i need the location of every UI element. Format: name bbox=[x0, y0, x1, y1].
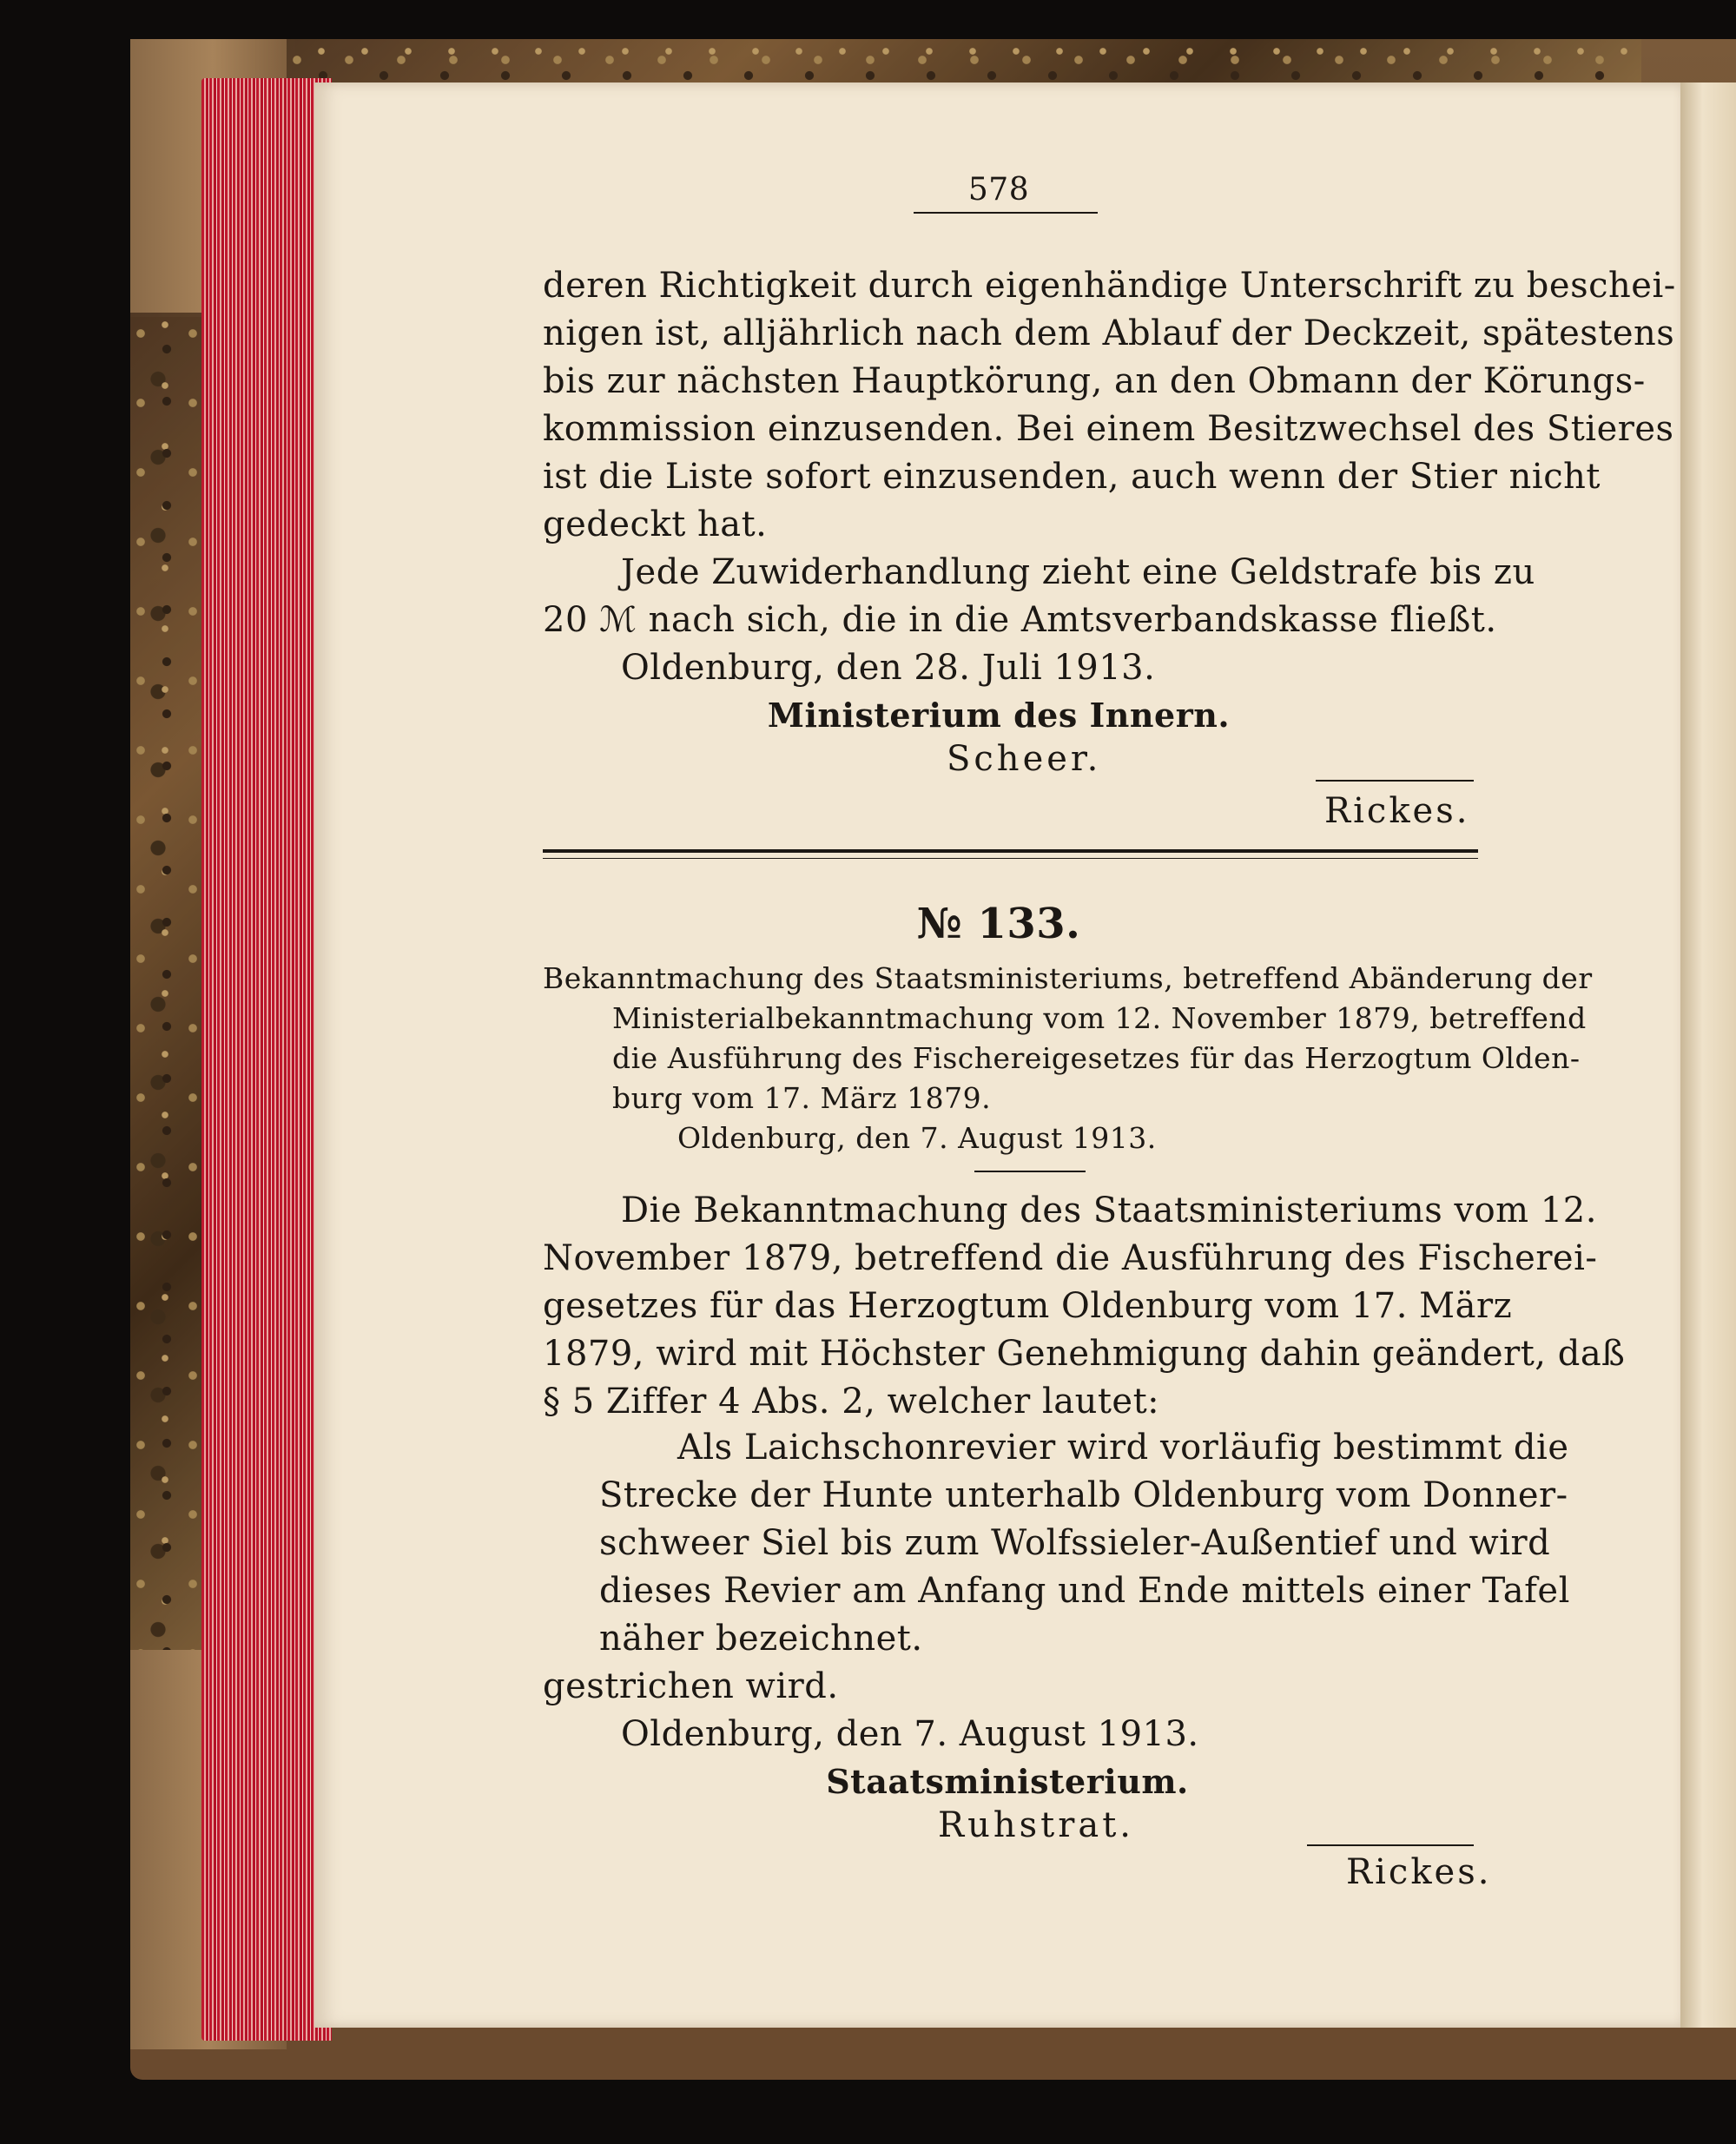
section-separator bbox=[543, 849, 1478, 853]
summary-rule bbox=[974, 1171, 1086, 1172]
summary-line: Bekanntmachung des Staatsministeriums, betreffend Abänderung der bbox=[543, 961, 1593, 995]
text-line: nigen ist, alljährlich nach dem Ablauf der Deckzeit, spätestens bbox=[543, 313, 1675, 353]
summary-line: die Ausführung des Fischereigesetzes für das Herzogtum Olden- bbox=[612, 1041, 1581, 1075]
page-number-rule bbox=[914, 212, 1098, 214]
authority: Staatsministerium. bbox=[826, 1762, 1189, 1801]
quote-line: dieses Revier am Anfang und Ende mittels einer Tafel bbox=[599, 1571, 1570, 1611]
quote-line: näher bezeichnet. bbox=[599, 1619, 923, 1659]
date-line: Oldenburg, den 7. August 1913. bbox=[621, 1714, 1199, 1754]
text-line: bis zur nächsten Hauptkörung, an den Obmann der Körungs- bbox=[543, 361, 1646, 401]
text-line: kommission einzusenden. Bei einem Besitzwechsel des Stieres bbox=[543, 409, 1674, 449]
red-page-edges bbox=[201, 78, 332, 2041]
body-line: Die Bekanntmachung des Staatsministeriums vom 12. bbox=[621, 1191, 1597, 1230]
quote-line: Als Laichschonrevier wird vorläufig bestimmt die bbox=[677, 1428, 1569, 1468]
page-number: 578 bbox=[967, 172, 1030, 208]
summary-line: burg vom 17. März 1879. bbox=[612, 1081, 992, 1115]
text-line: deren Richtigkeit durch eigenhändige Unterschrift zu beschei- bbox=[543, 266, 1676, 306]
text-line: gedeckt hat. bbox=[543, 505, 768, 544]
closing-line: gestrichen wird. bbox=[543, 1666, 839, 1706]
date-line: Oldenburg, den 28. Juli 1913. bbox=[621, 648, 1156, 688]
body-line: November 1879, betreffend die Ausführung des Fischerei- bbox=[543, 1238, 1598, 1278]
body-line: 1879, wird mit Höchster Genehmigung dahin geändert, daß bbox=[543, 1334, 1626, 1374]
page-gutter bbox=[1680, 82, 1736, 2028]
text-line: 20 ℳ nach sich, die in die Amtsverbandskasse fließt. bbox=[543, 600, 1497, 640]
signatory: Ruhstrat. bbox=[938, 1805, 1134, 1845]
quote-line: schweer Siel bis zum Wolfssieler-Außentief und wird bbox=[599, 1523, 1551, 1563]
body-line: gesetzes für das Herzogtum Oldenburg vom 17. März bbox=[543, 1286, 1513, 1326]
countersign: Rickes. bbox=[1324, 791, 1470, 831]
countersign-rule bbox=[1307, 1844, 1474, 1846]
summary-date: Oldenburg, den 7. August 1913. bbox=[677, 1121, 1157, 1155]
section-number: № 133. bbox=[916, 900, 1081, 948]
countersign-rule bbox=[1316, 780, 1474, 782]
authority: Ministerium des Innern. bbox=[767, 696, 1231, 735]
countersign: Rickes. bbox=[1346, 1852, 1492, 1892]
signatory: Scheer. bbox=[947, 739, 1102, 779]
text-line: ist die Liste sofort einzusenden, auch wenn der Stier nicht bbox=[543, 457, 1601, 497]
quote-line: Strecke der Hunte unterhalb Oldenburg vom Donner- bbox=[599, 1475, 1568, 1515]
text-line: Jede Zuwiderhandlung zieht eine Geldstrafe bis zu bbox=[621, 552, 1535, 592]
body-line: § 5 Ziffer 4 Abs. 2, welcher lautet: bbox=[543, 1382, 1160, 1422]
section-separator-thin bbox=[543, 858, 1478, 859]
summary-line: Ministerialbekanntmachung vom 12. November 1879, betreffend bbox=[612, 1001, 1587, 1035]
